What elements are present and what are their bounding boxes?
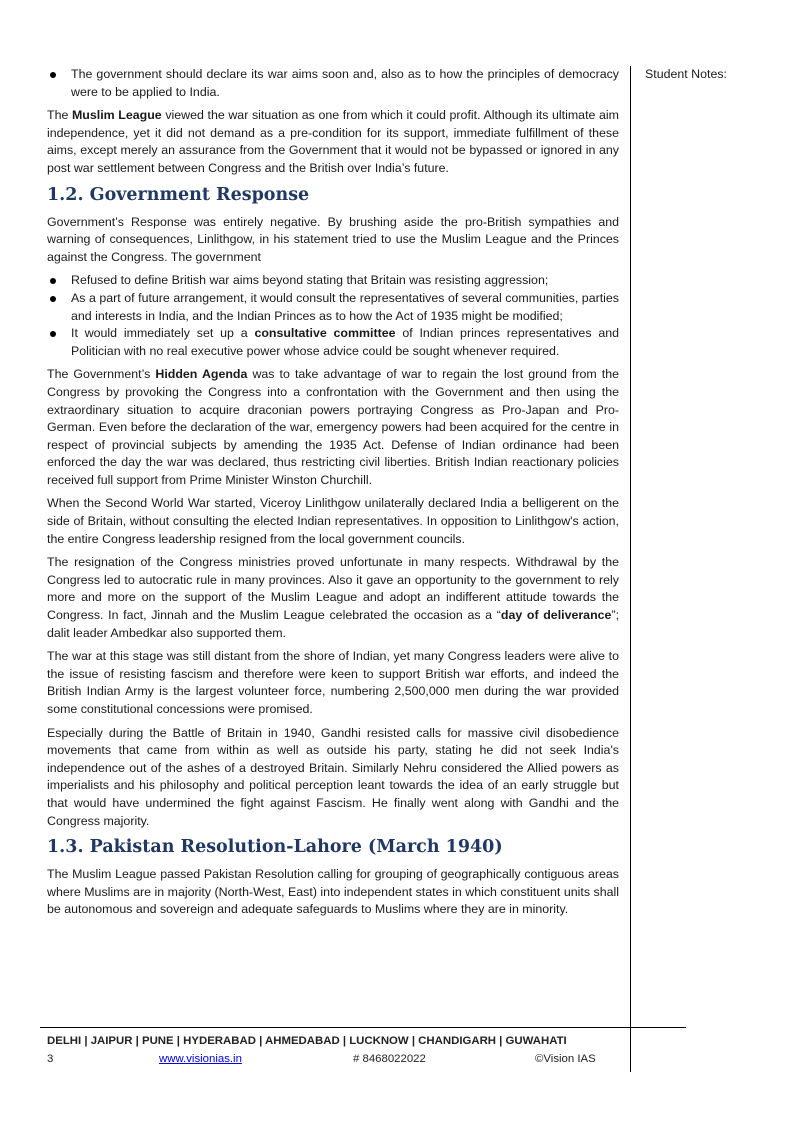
paragraph: The resignation of the Congress ministries proved unfortunate in many respects. Withdrawal by the Congress led to autocratic rule in many provinces. Also it gave an opportunity to the government to rely more and more on the support of the Muslim League and adopt an indifferent attitude towards the Congress. In fact, Jinnah and the Muslim League celebrated the occasion as a “day of deliverance”; dalit leader Ambedkar also supported them. bbox=[47, 555, 620, 640]
footer-bottom bbox=[47, 1053, 627, 1071]
bullet-list bbox=[47, 66, 619, 101]
list-item: It would immediately set up a consultative committee of Indian princes representatives and Politician with no real executive power whose advice could be sought whenever required. bbox=[47, 325, 619, 360]
paragraph: The Muslim League passed Pakistan Resolution calling for grouping of geographically contiguous areas where Muslims are in majority (North-West, East) into independent states in which constituent units shall be autonomous and sovereign and adequate safeguards to Muslims where they are in minority. bbox=[47, 867, 619, 917]
copyright: ©Vision IAS bbox=[535, 1053, 596, 1065]
paragraph: The Government’s Hidden Agenda was to take advantage of war to regain the lost ground from the Congress by provoking the Congress into a confrontation with the Government and then using the extraordinary situation to acquire draconian powers portraying Congress as Pro-Japan and Pro-German. Even before the declaration of the war, emergency powers had been acquired for the centre in respect of provincial subjects by amending the 1935 Act. Defense of Indian ordinance had been enforced the day the war was declared, thus restricting civil liberties. British Indian reactionary policies received full support from Prime Minister Winston Churchill. bbox=[47, 367, 619, 487]
phone-number: # 8468022022 bbox=[353, 1053, 426, 1065]
list-item: The government should declare its war aims soon and, also as to how the principles of democracy were to be applied to India. bbox=[47, 66, 619, 101]
footer-cities: DELHI | JAIPUR | PUNE | HYDERABAD | AHMEDABAD | LUCKNOW | CHANDIGARH | GUWAHATI bbox=[47, 1035, 567, 1047]
paragraph: The war at this stage was still distant from the shore of Indian, yet many Congress leaders were alive to the issue of resisting fascism and therefore were keen to support British war efforts, and indeed the British Indian Army is the largest volunteer force, numbering 2,500,000 men during the war provided some constitutional concessions were promised. bbox=[47, 649, 619, 716]
main-content bbox=[47, 66, 619, 925]
section-heading: 1.2. Government Response bbox=[47, 184, 310, 205]
student-notes-label: Student Notes: bbox=[645, 67, 727, 81]
column-divider bbox=[630, 66, 631, 1072]
paragraph: Government’s Response was entirely negative. By brushing aside the pro-British sympathies and warning of consequences, Linlithgow, in his statement tried to use the Muslim League and the Princes against the Congress. The government bbox=[47, 214, 619, 264]
bullet-list bbox=[47, 272, 619, 360]
section-heading: 1.3. Pakistan Resolution-Lahore (March 1940) bbox=[47, 837, 503, 858]
list-item: Refused to define British war aims beyond stating that Britain was resisting aggression; bbox=[47, 272, 619, 290]
paragraph: The Muslim League viewed the war situation as one from which it could profit. Although its ultimate aim independence, yet it did not demand as a pre-condition for its support, immediate fulfillment of these aims, except merely an assurance from the Government that it would not be bypassed or ignored in any post war settlement between Congress and the British over India’s future. bbox=[47, 108, 620, 175]
paragraph: Especially during the Battle of Britain in 1940, Gandhi resisted calls for massive civil disobedience movements that came from within as well as outside his party, stating he did not seek India's independence out of the ashes of a destroyed Britain. Similarly Nehru considered the Allied powers as imperialists and his philosophy and political perception leant towards the idea of an early struggle but that would have undermined the fight against Fascism. He finally went along with Gandhi and the Congress majority. bbox=[47, 725, 619, 828]
paragraph: When the Second World War started, Viceroy Linlithgow unilaterally declared India a belligerent on the side of Britain, without consulting the elected Indian representatives. In opposition to Linlithgow's action, the entire Congress leadership resigned from the local government councils. bbox=[47, 496, 619, 546]
page-number: 3 bbox=[47, 1053, 54, 1065]
list-item: As a part of future arrangement, it would consult the representatives of several communities, parties and interests in India, and the Indian Princes as to how the Act of 1935 might be modified; bbox=[47, 290, 619, 325]
footer-divider bbox=[40, 1027, 686, 1028]
website-link[interactable]: www.visionias.in bbox=[159, 1053, 242, 1065]
